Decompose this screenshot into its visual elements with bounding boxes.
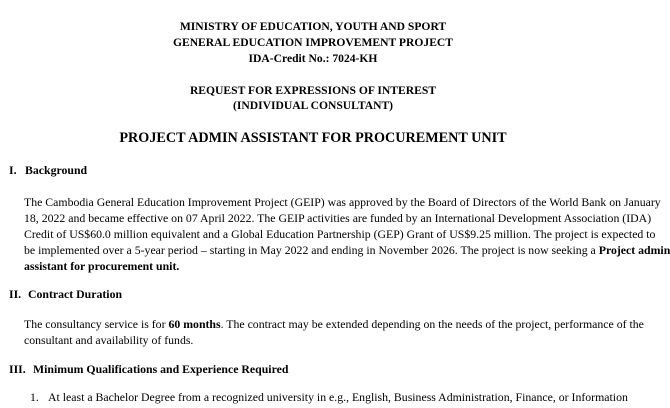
paragraph-text: . The contract may be extended depending on the needs of the project, performance of the xyxy=(220,317,644,331)
paragraph-line: consultant and availability of funds. xyxy=(24,333,194,347)
document-title: PROJECT ADMIN ASSISTANT FOR PROCUREMENT UNIT xyxy=(119,130,507,146)
section-title: Contract Duration xyxy=(28,287,123,301)
paragraph-bold: assistant for procurement unit. xyxy=(24,259,180,273)
credit-line: IDA-Credit No.: 7024-KH xyxy=(248,52,378,65)
paragraph-line: Credit of US$60.0 million equivalent and a Global Education Partnership (GEP) Grant of US$9.25 million. The project is expected to xyxy=(24,227,656,241)
ministry-line: MINISTRY OF EDUCATION, YOUTH AND SPORT xyxy=(179,20,447,33)
request-line: REQUEST FOR EXPRESSIONS OF INTEREST xyxy=(189,84,437,97)
list-item: At least a Bachelor Degree from a recognized university in e.g., English, Business Administration, Finance, or Information xyxy=(48,390,628,404)
background-paragraph xyxy=(24,194,670,274)
section-title: Minimum Qualifications and Experience Required xyxy=(33,362,289,376)
paragraph-text: be implemented over a 5-year period – starting in May 2022 and ending in November 2026. The project is now seeking a xyxy=(24,243,599,257)
section-heading-background xyxy=(9,163,87,177)
paragraph-line xyxy=(24,316,644,332)
section-number: I. xyxy=(9,163,17,177)
paragraph-text: The consultancy service is for xyxy=(24,317,169,331)
paragraph-line: The Cambodia General Education Improvement Project (GEIP) was approved by the Board of Directors of the World Bank on January xyxy=(24,195,661,209)
section-number: III. xyxy=(9,362,26,376)
section-heading-qualifications xyxy=(9,362,288,376)
paragraph-line xyxy=(24,242,670,258)
section-title: Background xyxy=(25,163,88,177)
consultant-type-line: (INDIVIDUAL CONSULTANT) xyxy=(232,99,394,112)
list-item-number: 1. xyxy=(30,390,39,404)
paragraph-bold: Project admin xyxy=(598,243,670,257)
paragraph-line xyxy=(24,258,600,274)
section-number: II. xyxy=(9,287,22,301)
paragraph-bold: 60 months xyxy=(168,317,221,331)
section-heading-contract xyxy=(9,287,122,301)
paragraph-line: 18, 2022 and became effective on 07 April 2022. The GEIP activities are funded by an International Development Association (IDA) xyxy=(24,211,652,225)
project-line: GENERAL EDUCATION IMPROVEMENT PROJECT xyxy=(172,36,454,49)
contract-paragraph xyxy=(24,316,644,348)
